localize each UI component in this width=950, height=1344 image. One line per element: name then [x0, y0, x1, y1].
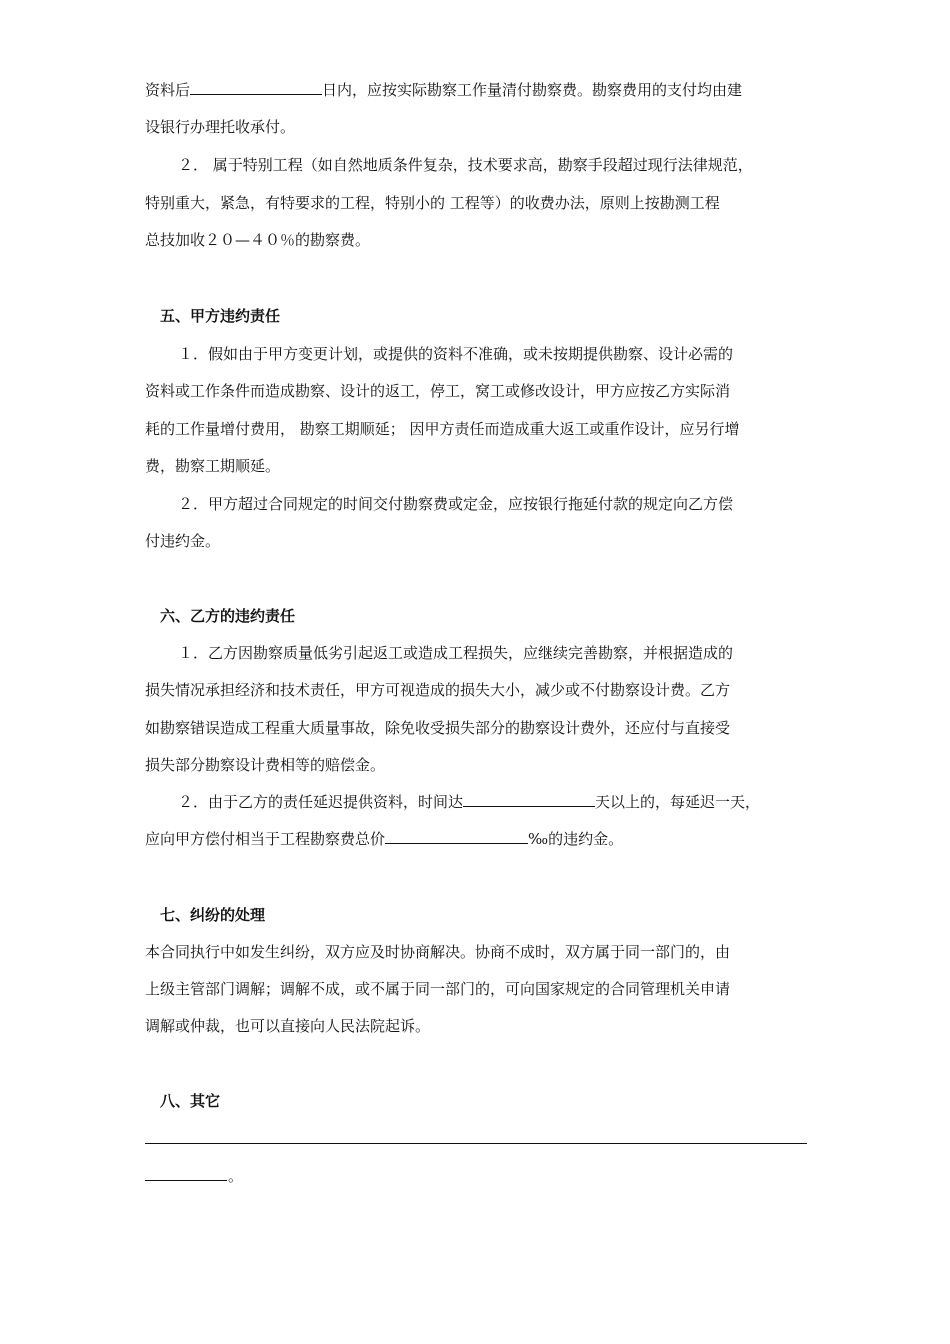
- paragraph-line: 设银行办理托收承付。: [145, 118, 296, 136]
- fill-in-rule: [145, 1143, 807, 1144]
- paragraph-line: 耗的工作量增付费用， 勘察工期顺延； 因甲方责任而造成重大返工或重作设计，应另行增: [145, 420, 740, 438]
- paragraph-line: 如勘察错误造成工程重大质量事故，除免收受损失部分的勘察设计费外，还应付与直接受: [145, 719, 731, 737]
- fill-in-rule: [145, 1180, 227, 1181]
- paragraph-line: [145, 80, 742, 100]
- fill-in-blank: [463, 792, 595, 807]
- fill-in-blank: [190, 80, 322, 95]
- text-span: 资料后: [145, 81, 191, 99]
- paragraph-line: 损失情况承担经济和技术责任，甲方可视造成的损失大小，减少或不付勘察设计费。乙方: [145, 681, 731, 699]
- paragraph-line: 总技加收２０—４０％的勘察费。: [145, 231, 371, 249]
- paragraph-line: [145, 829, 623, 849]
- paragraph-line: 损失部分勘察设计费相等的赔偿金。: [145, 756, 386, 774]
- paragraph-line: 资料或工作条件而造成勘察、设计的返工，停工，窝工或修改设计，甲方应按乙方实际消: [145, 382, 731, 400]
- paragraph-line: 费，勘察工期顺延。: [145, 457, 281, 475]
- text-span: ２．由于乙方的责任延迟提供资料，时间达: [178, 793, 464, 811]
- paragraph-line: 付违约金。: [145, 532, 221, 550]
- end-punctuation: 。: [228, 1167, 244, 1185]
- paragraph-line: 特别重大，紧急，有特要求的工程，特别小的 工程等）的收费办法，原则上按勘测工程: [145, 194, 720, 212]
- section-heading: 八、其它: [160, 1092, 221, 1110]
- section-heading: 七、纠纷的处理: [160, 906, 266, 924]
- text-span: ‰的违约金。: [528, 830, 624, 848]
- section-heading: 六、乙方的违约责任: [160, 607, 296, 625]
- paragraph-line: １．乙方因勘察质量低劣引起返工或造成工程损失，应继续完善勘察，并根据造成的: [178, 644, 734, 662]
- section-heading: 五、甲方违约责任: [160, 307, 281, 325]
- text-span: 应向甲方偿付相当于工程勘察费总价: [145, 830, 386, 848]
- paragraph-line: 本合同执行中如发生纠纷，双方应及时协商解决。协商不成时，双方属于同一部门的，由: [145, 943, 731, 961]
- fill-in-blank: [385, 829, 528, 844]
- paragraph-line: １．假如由于甲方变更计划，或提供的资料不准确，或未按期提供勘察、设计必需的: [178, 345, 734, 363]
- text-span: 天以上的，每延迟一天，: [595, 793, 761, 811]
- paragraph-line: ２． 属于特别工程（如自然地质条件复杂，技术要求高，勘察手段超过现行法律规范，: [178, 156, 753, 174]
- text-span: 日内，应按实际勘察工作量清付勘察费。勘察费用的支付均由建: [322, 81, 743, 99]
- paragraph-line: ２．甲方超过合同规定的时间交付勘察费或定金，应按银行拖延付款的规定向乙方偿: [178, 495, 734, 513]
- paragraph-line: 调解或仲裁，也可以直接向人民法院起诉。: [145, 1017, 431, 1035]
- paragraph-line: 上级主管部门调解；调解不成，或不属于同一部门的，可向国家规定的合同管理机关申请: [145, 980, 731, 998]
- paragraph-line: [178, 792, 760, 812]
